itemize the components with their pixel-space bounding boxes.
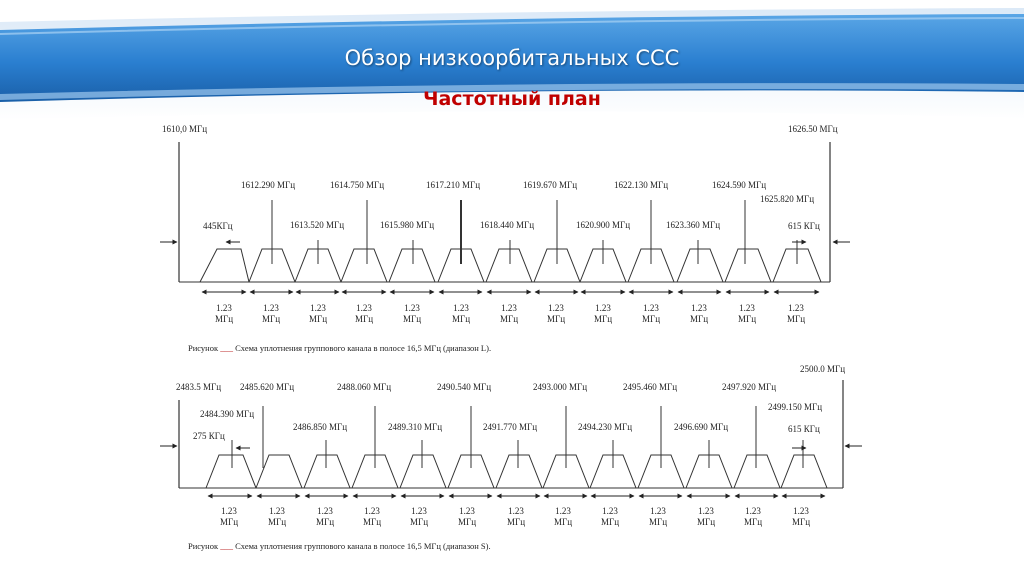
band-s-caption bbox=[188, 541, 491, 551]
slide-subtitle: Частотный план bbox=[423, 88, 601, 110]
width-label: 1.23 bbox=[501, 303, 517, 313]
width-unit: МГц bbox=[315, 517, 335, 527]
width-label: 1.23 bbox=[650, 506, 666, 516]
width-label: 1.23 bbox=[739, 303, 755, 313]
center-label: 1625.820 МГц bbox=[760, 194, 815, 204]
caption-text: Схема уплотнения группового канала в полосе 16,5 МГц (диапазон L). bbox=[233, 343, 492, 353]
width-label: 1.23 bbox=[602, 506, 618, 516]
channel-pulse bbox=[677, 249, 723, 282]
center-label: 2486.850 МГц bbox=[293, 422, 348, 432]
width-label: 1.23 bbox=[793, 506, 809, 516]
center-label: 2495.460 МГц bbox=[623, 382, 678, 392]
width-label: 1.23 bbox=[453, 303, 469, 313]
width-label: 1.23 bbox=[745, 506, 761, 516]
center-labels bbox=[241, 180, 814, 230]
width-label: 1.23 bbox=[698, 506, 714, 516]
width-unit: МГц bbox=[600, 517, 620, 527]
center-labels bbox=[200, 382, 822, 432]
channel-pulse bbox=[389, 249, 435, 282]
band-s-left-edge-label: 2483.5 МГц bbox=[176, 382, 222, 392]
width-unit: МГц bbox=[457, 517, 477, 527]
caption-prefix: Рисунок bbox=[188, 343, 221, 353]
width-unit: МГц bbox=[354, 314, 374, 324]
center-label: 1613.520 МГц bbox=[290, 220, 345, 230]
center-label: 2484.390 МГц bbox=[200, 409, 255, 419]
width-label: 1.23 bbox=[216, 303, 232, 313]
channel-pulse bbox=[734, 455, 780, 488]
width-unit: МГц bbox=[219, 517, 239, 527]
width-label: 1.23 bbox=[788, 303, 804, 313]
center-label: 2488.060 МГц bbox=[337, 382, 392, 392]
center-markers bbox=[272, 200, 797, 264]
band-l-diagram bbox=[160, 124, 850, 353]
width-label: 1.23 bbox=[356, 303, 372, 313]
band-s-right-edge-label: 2500.0 МГц bbox=[800, 364, 846, 374]
band-s-guard-left: 275 КГц bbox=[193, 431, 225, 441]
width-label: 1.23 bbox=[555, 506, 571, 516]
width-unit: МГц bbox=[506, 517, 526, 527]
center-label: 1618.440 МГц bbox=[480, 220, 535, 230]
caption-text: Схема уплотнения группового канала в полосе 16,5 МГц (диапазон S). bbox=[233, 541, 491, 551]
center-label: 2494.230 МГц bbox=[578, 422, 633, 432]
width-label: 1.23 bbox=[508, 506, 524, 516]
width-unit: МГц bbox=[267, 517, 287, 527]
width-unit: МГц bbox=[362, 517, 382, 527]
width-unit: МГц bbox=[553, 517, 573, 527]
width-label: 1.23 bbox=[643, 303, 659, 313]
center-markers bbox=[232, 406, 803, 468]
width-unit: МГц bbox=[791, 517, 811, 527]
center-label: 2493.000 МГц bbox=[533, 382, 588, 392]
center-label: 2497.920 МГц bbox=[722, 382, 777, 392]
center-label: 1612.290 МГц bbox=[241, 180, 296, 190]
center-label: 1622.130 МГц bbox=[614, 180, 669, 190]
width-unit: МГц bbox=[546, 314, 566, 324]
width-unit: МГц bbox=[261, 314, 281, 324]
channel-pulses bbox=[206, 455, 827, 488]
channel-pulse bbox=[200, 249, 249, 282]
width-unit: МГц bbox=[696, 517, 716, 527]
width-unit: МГц bbox=[641, 314, 661, 324]
center-label: 1615.980 МГц bbox=[380, 220, 435, 230]
width-unit: МГц bbox=[214, 314, 234, 324]
width-label: 1.23 bbox=[691, 303, 707, 313]
caption-prefix: Рисунок bbox=[188, 541, 221, 551]
center-label: 2490.540 МГц bbox=[437, 382, 492, 392]
center-label: 2499.150 МГц bbox=[768, 402, 823, 412]
band-l-left-edge-label: 1610,0 МГц bbox=[162, 124, 208, 134]
band-l-caption bbox=[188, 343, 491, 353]
width-unit: МГц bbox=[409, 517, 429, 527]
width-label: 1.23 bbox=[364, 506, 380, 516]
center-label: 2485.620 МГц bbox=[240, 382, 295, 392]
width-label: 1.23 bbox=[404, 303, 420, 313]
channel-pulse bbox=[400, 455, 446, 488]
width-label: 1.23 bbox=[317, 506, 333, 516]
width-labels bbox=[220, 506, 810, 527]
center-label: 2489.310 МГц bbox=[388, 422, 443, 432]
channel-pulse bbox=[486, 249, 532, 282]
width-label: 1.23 bbox=[411, 506, 427, 516]
width-label: 1.23 bbox=[263, 303, 279, 313]
width-label: 1.23 bbox=[459, 506, 475, 516]
caption-mark: ___ bbox=[220, 541, 233, 551]
center-label: 1614.750 МГц bbox=[330, 180, 385, 190]
width-labels bbox=[215, 303, 805, 324]
width-unit: МГц bbox=[786, 314, 806, 324]
channel-pulse bbox=[725, 249, 771, 282]
center-label: 1617.210 МГц bbox=[426, 180, 481, 190]
band-l-guard-right: 615 КГц bbox=[788, 221, 820, 231]
channel-pulse bbox=[206, 455, 256, 488]
width-label: 1.23 bbox=[310, 303, 326, 313]
center-label: 1620.900 МГц bbox=[576, 220, 631, 230]
center-label: 2496.690 МГц bbox=[674, 422, 729, 432]
band-l-right-edge-label: 1626.50 МГц bbox=[788, 124, 838, 134]
width-unit: МГц bbox=[743, 517, 763, 527]
width-label: 1.23 bbox=[595, 303, 611, 313]
center-label: 1619.670 МГц bbox=[523, 180, 578, 190]
caption-mark: ___ bbox=[220, 343, 233, 353]
width-unit: МГц bbox=[308, 314, 328, 324]
width-unit: МГц bbox=[689, 314, 709, 324]
width-label: 1.23 bbox=[269, 506, 285, 516]
center-label: 2491.770 МГц bbox=[483, 422, 538, 432]
width-unit: МГц bbox=[648, 517, 668, 527]
center-label: 1624.590 МГц bbox=[712, 180, 767, 190]
band-l-guard-left: 445КГц bbox=[203, 221, 233, 231]
width-unit: МГц bbox=[402, 314, 422, 324]
width-label: 1.23 bbox=[221, 506, 237, 516]
band-s-guard-right: 615 КГц bbox=[788, 424, 820, 434]
band-s-diagram bbox=[160, 364, 862, 551]
width-unit: МГц bbox=[593, 314, 613, 324]
channel-pulse bbox=[304, 455, 350, 488]
width-unit: МГц bbox=[451, 314, 471, 324]
width-unit: МГц bbox=[737, 314, 757, 324]
channel-pulse bbox=[341, 249, 387, 282]
width-unit: МГц bbox=[499, 314, 519, 324]
width-label: 1.23 bbox=[548, 303, 564, 313]
center-label: 1623.360 МГц bbox=[666, 220, 721, 230]
channel-pulse bbox=[496, 455, 542, 488]
channel-pulse bbox=[781, 455, 827, 488]
slide-title: Обзор низкоорбитальных ССС bbox=[344, 46, 680, 70]
